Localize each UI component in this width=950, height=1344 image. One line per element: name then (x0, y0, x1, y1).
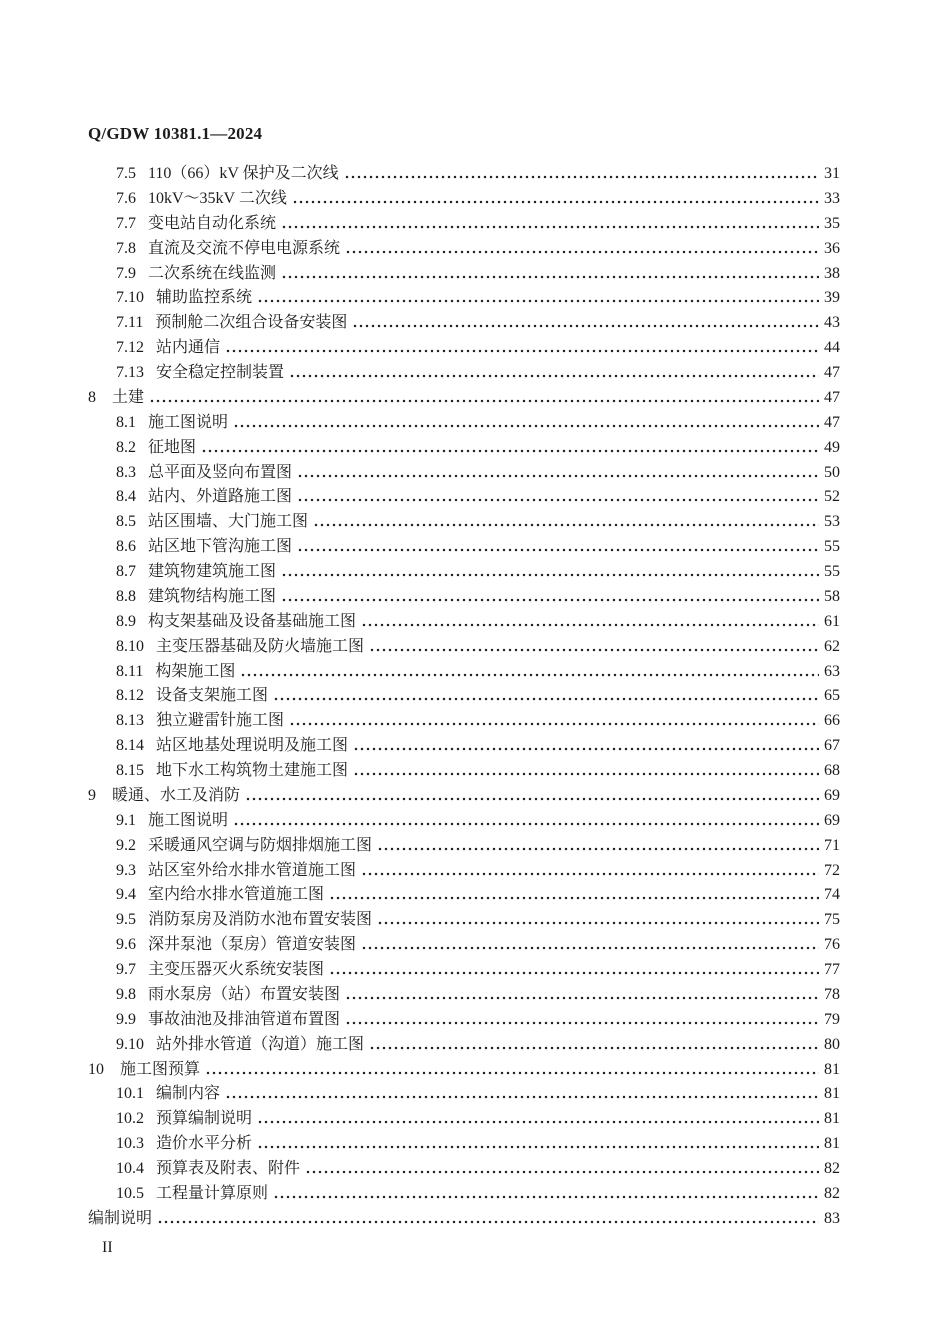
toc-entry-page: 68 (824, 762, 840, 779)
toc-entry-number: 8.8 (116, 587, 136, 605)
dot-leader (257, 1107, 819, 1132)
toc-entry-title: 站区地下管沟施工图 (148, 538, 293, 556)
dot-leader (377, 908, 819, 933)
toc-entry-page: 79 (824, 1010, 840, 1028)
toc-entry-page: 69 (824, 786, 840, 804)
dot-leader (297, 461, 819, 486)
toc-entry-page: 82 (824, 1184, 840, 1202)
toc-entry (88, 212, 840, 237)
toc-entry-number: 10 (88, 1060, 104, 1078)
toc-entry-number: 10.4 (116, 1160, 144, 1177)
toc-entry (88, 1207, 840, 1232)
toc-entry (88, 162, 840, 187)
dot-leader (329, 883, 819, 908)
dot-leader (329, 958, 819, 983)
toc-entry-number: 10.1 (116, 1085, 144, 1103)
toc-entry-title: 构支架基础及设备基础施工图 (148, 612, 357, 630)
toc-entry-number: 8.11 (116, 662, 144, 680)
toc-entry-title: 预算编制说明 (156, 1110, 253, 1128)
toc-entry-page: 74 (824, 886, 840, 904)
dot-leader (257, 286, 819, 311)
toc-entry-page: 67 (824, 737, 840, 755)
document-header: Q/GDW 10381.1—2024 (88, 124, 263, 143)
toc-entry-number: 8.10 (116, 637, 144, 655)
toc-entry (88, 1182, 840, 1207)
toc-entry-number: 9.2 (116, 836, 136, 854)
toc-entry-title: 站内、外道路施工图 (148, 488, 293, 506)
toc-entry (88, 759, 840, 784)
toc-entry-title: 施工图说明 (148, 811, 229, 829)
toc-entry-page: 80 (824, 1035, 840, 1053)
toc-entry-page: 62 (824, 637, 840, 655)
toc-entry-title: 深井泵池（泵房）管道安装图 (148, 936, 357, 954)
dot-leader (345, 1008, 819, 1033)
toc-entry-page: 76 (824, 936, 840, 954)
dot-leader (281, 560, 819, 585)
toc-entry-page: 82 (824, 1160, 840, 1177)
toc-entry-page: 77 (824, 961, 840, 978)
toc-entry-page: 35 (824, 214, 840, 232)
toc-entry-title: 站区围墙、大门施工图 (148, 513, 309, 531)
toc-entry-title: 直流及交流不停电电源系统 (148, 239, 341, 257)
toc-entry (88, 585, 840, 610)
toc-entry-title: 编制内容 (156, 1085, 221, 1103)
toc-entry-page: 39 (824, 289, 840, 307)
dot-leader (352, 311, 819, 336)
toc-entry-number: 9.8 (116, 985, 136, 1003)
dot-leader (313, 510, 819, 535)
toc-entry (88, 834, 840, 859)
toc-entry (88, 386, 840, 411)
page-number-footer: II (102, 1239, 113, 1256)
toc-entry-title: 独立避雷针施工图 (156, 712, 285, 730)
toc-entry-page: 66 (824, 712, 840, 730)
toc-entry-title: 雨水泵房（站）布置安装图 (148, 985, 341, 1003)
toc-entry-page: 49 (824, 438, 840, 456)
toc-entry-number: 8.12 (116, 687, 144, 705)
toc-entry (88, 510, 840, 535)
toc-entry (88, 933, 840, 958)
toc-entry-title: 主变压器灭火系统安装图 (148, 961, 325, 978)
toc-entry-title: 建筑物结构施工图 (148, 587, 277, 605)
toc-entry-page: 81 (824, 1110, 840, 1128)
toc-entry-number: 9.3 (116, 861, 136, 879)
toc-entry (88, 535, 840, 560)
toc-entry-page: 65 (824, 687, 840, 705)
dot-leader (273, 1182, 819, 1207)
toc-entry-number: 8.3 (116, 463, 136, 481)
toc-entry-number: 7.8 (116, 239, 136, 257)
dot-leader (289, 361, 819, 386)
toc-entry-number: 8.9 (116, 612, 136, 630)
dot-leader (353, 734, 819, 759)
dot-leader (225, 336, 819, 361)
dot-leader (233, 411, 819, 436)
toc-entry-number: 8 (88, 388, 96, 406)
toc-entry (88, 958, 840, 983)
toc-entry-number: 7.12 (116, 339, 144, 357)
toc-entry-page: 52 (824, 488, 840, 506)
toc-entry (88, 1082, 840, 1107)
toc-entry (88, 610, 840, 635)
dot-leader (225, 1082, 819, 1107)
dot-leader (361, 933, 819, 958)
toc-entry-number: 8.14 (116, 737, 144, 755)
toc-entry (88, 1033, 840, 1058)
toc-entry (88, 361, 840, 386)
toc-entry-number: 7.13 (116, 364, 144, 381)
toc-entry-page: 31 (824, 165, 840, 182)
toc-entry-title: 室内给水排水管道施工图 (148, 886, 325, 904)
dot-leader (305, 1157, 819, 1182)
toc-entry-page: 75 (824, 911, 840, 929)
toc-entry-page: 81 (824, 1135, 840, 1153)
dot-leader (369, 635, 819, 660)
toc-entry-page: 71 (824, 836, 840, 854)
toc-entry-number: 10.5 (116, 1184, 144, 1202)
toc-entry (88, 784, 840, 809)
toc-entry (88, 262, 840, 287)
toc-entry-number: 9.5 (116, 911, 136, 929)
toc-entry-title: 施工图预算 (120, 1060, 201, 1078)
toc-entry-title: 暖通、水工及消防 (112, 786, 241, 804)
dot-leader (369, 1033, 819, 1058)
toc-entry-page: 50 (824, 463, 840, 481)
toc-entry-title: 编制说明 (88, 1209, 153, 1227)
dot-leader (361, 859, 819, 884)
toc-entry-page: 33 (824, 189, 840, 207)
toc-entry (88, 1058, 840, 1083)
dot-leader (281, 212, 819, 237)
toc-entry-title: 总平面及竖向布置图 (148, 463, 293, 481)
toc-entry-title: 主变压器基础及防火墙施工图 (156, 637, 365, 655)
toc-entry-title: 预算表及附表、附件 (156, 1160, 301, 1177)
toc-entry-number: 9.10 (116, 1035, 144, 1053)
toc-entry-title: 建筑物建筑施工图 (148, 563, 277, 580)
toc-entry (88, 1157, 840, 1182)
toc-entry-title: 110（66）kV 保护及二次线 (148, 165, 339, 182)
toc-entry (88, 660, 840, 685)
toc-entry-title: 工程量计算原则 (156, 1184, 269, 1202)
toc-entry-title: 站外排水管道（沟道）施工图 (156, 1035, 365, 1053)
toc-entry-page: 61 (824, 612, 840, 630)
dot-leader (257, 1132, 819, 1157)
dot-leader (281, 585, 819, 610)
toc-entry-page: 44 (824, 339, 840, 357)
toc-entry-page: 47 (824, 364, 840, 381)
dot-leader (233, 809, 819, 834)
dot-leader (157, 1207, 819, 1232)
dot-leader (344, 162, 819, 187)
toc-entry-page: 78 (824, 985, 840, 1003)
toc-entry (88, 311, 840, 336)
dot-leader (289, 709, 819, 734)
toc-entry-page: 81 (824, 1060, 840, 1078)
toc-entry-page: 47 (824, 413, 840, 431)
toc-entry (88, 411, 840, 436)
dot-leader (361, 610, 819, 635)
toc-entry (88, 635, 840, 660)
toc-entry-title: 站内通信 (156, 339, 221, 357)
toc-entry-page: 58 (824, 587, 840, 605)
toc-entry-title: 二次系统在线监测 (148, 264, 277, 282)
toc-entry (88, 560, 840, 585)
toc-entry-number: 8.6 (116, 538, 136, 556)
toc-entry-number: 8.13 (116, 712, 144, 730)
toc-entry-page: 38 (824, 264, 840, 282)
toc-entry-number: 7.5 (116, 165, 136, 182)
toc-entry-number: 8.2 (116, 438, 136, 456)
toc-entry (88, 461, 840, 486)
toc-entry-title: 采暖通风空调与防烟排烟施工图 (148, 836, 373, 854)
toc-entry-title: 消防泵房及消防水池布置安装图 (148, 911, 373, 929)
toc-entry (88, 336, 840, 361)
toc-entry-title: 构架施工图 (155, 662, 236, 680)
toc-entry-title: 站区地基处理说明及施工图 (156, 737, 349, 755)
toc-entry-number: 7.7 (116, 214, 136, 232)
toc-entry (88, 908, 840, 933)
dot-leader (297, 485, 819, 510)
toc-entry-title: 站区室外给水排水管道施工图 (148, 861, 357, 879)
dot-leader (201, 436, 819, 461)
toc-entry-number: 8.1 (116, 413, 136, 431)
dot-leader (240, 660, 819, 685)
toc-entry-page: 72 (824, 861, 840, 879)
dot-leader (205, 1058, 819, 1083)
toc-entry-title: 施工图说明 (148, 413, 229, 431)
toc-entry (88, 436, 840, 461)
toc-entry-title: 土建 (112, 388, 145, 406)
toc-entry-title: 征地图 (148, 438, 197, 456)
toc-entry (88, 187, 840, 212)
toc-entry-number: 7.11 (116, 314, 144, 332)
toc-entry-number: 7.6 (116, 189, 136, 207)
toc-entry-number: 8.15 (116, 762, 144, 779)
toc-entry-title: 设备支架施工图 (156, 687, 269, 705)
toc-entry-title: 造价水平分析 (156, 1135, 253, 1153)
toc-entry-page: 69 (824, 811, 840, 829)
toc-entry (88, 983, 840, 1008)
toc-entry-title: 变电站自动化系统 (148, 214, 277, 232)
dot-leader (353, 759, 819, 784)
dot-leader (292, 187, 819, 212)
toc-entry-title: 安全稳定控制装置 (156, 364, 285, 381)
toc-entry-page: 47 (824, 388, 840, 406)
toc-entry-number: 8.7 (116, 563, 136, 580)
toc-entry-title: 辅助监控系统 (156, 289, 253, 307)
toc-entry (88, 684, 840, 709)
toc-entry (88, 485, 840, 510)
toc-entry-number: 7.9 (116, 264, 136, 282)
toc-entry-page: 55 (824, 538, 840, 556)
toc-entry-page: 83 (824, 1209, 840, 1227)
dot-leader (345, 983, 819, 1008)
toc-entry-number: 9.1 (116, 811, 136, 829)
dot-leader (149, 386, 819, 411)
toc-entry-number: 8.4 (116, 488, 136, 506)
toc-entry (88, 734, 840, 759)
toc-entry-title: 预制舱二次组合设备安装图 (155, 314, 348, 332)
dot-leader (273, 684, 819, 709)
toc-entry-number: 10.2 (116, 1110, 144, 1128)
toc-entry (88, 237, 840, 262)
dot-leader (281, 262, 819, 287)
toc-entry (88, 709, 840, 734)
toc-entry (88, 286, 840, 311)
toc-entry (88, 1008, 840, 1033)
toc-entry (88, 1132, 840, 1157)
toc-entry-number: 7.10 (116, 289, 144, 307)
toc-entry-page: 81 (824, 1085, 840, 1103)
toc-entry-page: 63 (824, 662, 840, 680)
dot-leader (345, 237, 819, 262)
toc-entry (88, 809, 840, 834)
toc-entry-number: 9.9 (116, 1010, 136, 1028)
toc-entry-number: 8.5 (116, 513, 136, 531)
toc-entry-number: 9 (88, 786, 96, 804)
toc-entry-number: 9.4 (116, 886, 136, 904)
toc-entry-title: 地下水工构筑物土建施工图 (156, 762, 349, 779)
toc-entry-title: 10kV～35kV 二次线 (148, 189, 287, 207)
dot-leader (297, 535, 819, 560)
dot-leader (377, 834, 819, 859)
toc-entry-page: 55 (824, 563, 840, 580)
toc-entry (88, 859, 840, 884)
toc-entry (88, 883, 840, 908)
toc-entry (88, 1107, 840, 1132)
toc-entry-page: 36 (824, 239, 840, 257)
toc-entry-number: 9.7 (116, 961, 136, 978)
toc-entry-title: 事故油池及排油管道布置图 (148, 1010, 341, 1028)
dot-leader (245, 784, 819, 809)
toc-list (88, 162, 840, 1232)
toc-entry-number: 9.6 (116, 936, 136, 954)
toc-entry-page: 53 (824, 513, 840, 531)
toc-entry-page: 43 (824, 314, 840, 332)
toc-entry-number: 10.3 (116, 1135, 144, 1153)
